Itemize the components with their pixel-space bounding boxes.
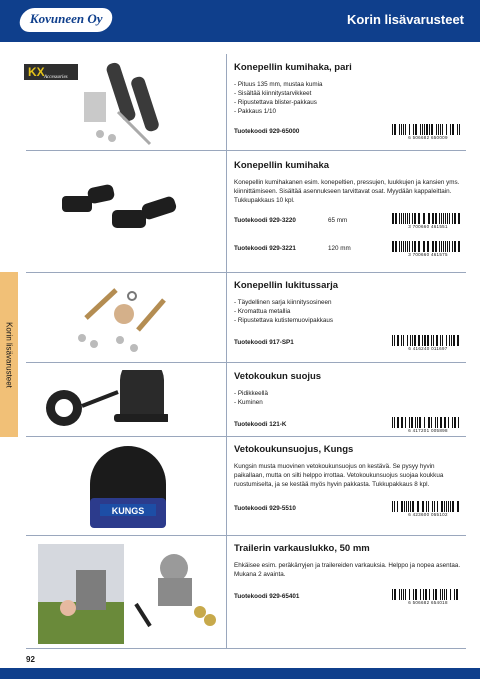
product-title: Konepellin kumihaka [234,160,330,171]
barcode: 3 700660 461575 [392,241,464,257]
svg-text:KX: KX [28,65,45,79]
product-code-row [234,589,466,607]
divider [26,150,466,151]
divider [26,648,466,649]
trailer-lock-image [132,546,222,636]
hood-latch-pair-image [22,56,222,148]
product-size: 65 mm [328,217,348,224]
feature-item: - Ripustettava kutistemuovipakkaus [234,316,466,325]
product-code: Tuotekoodi 929-5510 [234,505,296,512]
divider [26,362,466,363]
product-hood-latch [234,160,466,259]
barcode: 6 417201 005898 [392,417,464,433]
barcode: 6 506682 650009 [392,124,464,140]
barcode: 6 506682 654018 [392,589,464,605]
barcode: 3 700660 461551 [392,213,464,229]
product-description: Kungsin musta muovinen vetokoukunsuojus on kestävä. Se pysyy hyvin paikallaan, mutta on silti helppo irrottaa. Vetokoukunsuojus suojaa koukkua ruostumiselta, ja se kestää myös hyvin pakkasta. Tukkupakkaus 8 kpl. [234,463,444,488]
product-code-row [234,417,466,435]
divider [26,272,466,273]
product-title: Konepellin kumihaka, pari [234,62,352,73]
svg-text:KUNGS: KUNGS [111,506,145,516]
feature-item: - Pituus 135 mm, mustaa kumia [234,80,466,89]
feature-item: - Ripustettava blister-pakkaus [234,98,466,107]
divider [26,436,466,437]
footer-bar [0,668,480,679]
towbar-cover-image [42,370,168,432]
hood-lock-set-image [72,282,172,356]
feature-item: - Kuminen [234,398,466,407]
feature-item: - Täydellinen sarja kiinnitysosineen [234,298,466,307]
svg-text:Accessories: Accessories [44,75,68,80]
product-hood-lock-set [234,280,466,353]
product-code: Tuotekoodi 929-65000 [234,128,300,135]
kungs-towbar-cover-image [86,438,170,532]
product-title: Vetokoukun suojus [234,371,322,382]
feature-item: - Pakkaus 1/10 [234,107,466,116]
feature-list [234,298,466,325]
product-code-row [234,501,466,519]
product-kungs-towbar-cover [234,444,466,519]
page-number: 92 [26,655,35,664]
product-code: Tuotekoodi 917-SP1 [234,339,294,346]
product-title: Trailerin varkauslukko, 50 mm [234,543,370,554]
header-title: Korin lisävarusteet [346,12,464,27]
product-title: Konepellin lukitussarja [234,280,338,291]
product-code-row [234,124,466,142]
product-code-row [234,241,466,259]
trailer-lock-photo [38,544,124,644]
product-code: Tuotekoodi 121-K [234,421,287,428]
product-code-row [234,213,466,231]
barcode: 6 423600 055102 [392,501,464,517]
feature-item: - Pidikkeellä [234,389,466,398]
feature-list [234,389,466,407]
page-header [0,0,480,42]
hood-latch-image [56,176,186,240]
company-logo: Kovuneen Oy [17,8,114,32]
feature-item: - Kromattua metallia [234,307,466,316]
product-title: Vetokoukunsuojus, Kungs [234,444,354,455]
product-hood-latch-pair [234,62,466,142]
product-towbar-cover [234,371,466,435]
product-trailer-lock [234,543,466,607]
divider [26,535,466,536]
side-tab: Korin lisävarusteet [0,272,18,437]
feature-item: - Sisältää kiinnitystarvikkeet [234,89,466,98]
column-separator [226,54,227,648]
product-code: Tuotekoodi 929-3220 [234,217,296,224]
feature-list [234,80,466,116]
product-size: 120 mm [328,245,351,252]
product-code: Tuotekoodi 929-65401 [234,593,300,600]
product-code: Tuotekoodi 929-3221 [234,245,296,252]
product-code-row [234,335,466,353]
product-description: Ehkäisee esim. peräkärryjen ja trailereiden varkauksia. Helppo ja nopea asentaa. Mukana 2 avainta. [234,562,461,578]
product-description: Konepellin kumihakanen esim. konepeltien, pressujen, luukkujen ja kansien yms. kiinnittämiseen. Sisältää asennukseen tarvittavat osat. Myydään kappaleittain. Tukkupakkaus 10 kpl. [234,179,460,204]
barcode: 6 416240 011697 [392,335,464,351]
